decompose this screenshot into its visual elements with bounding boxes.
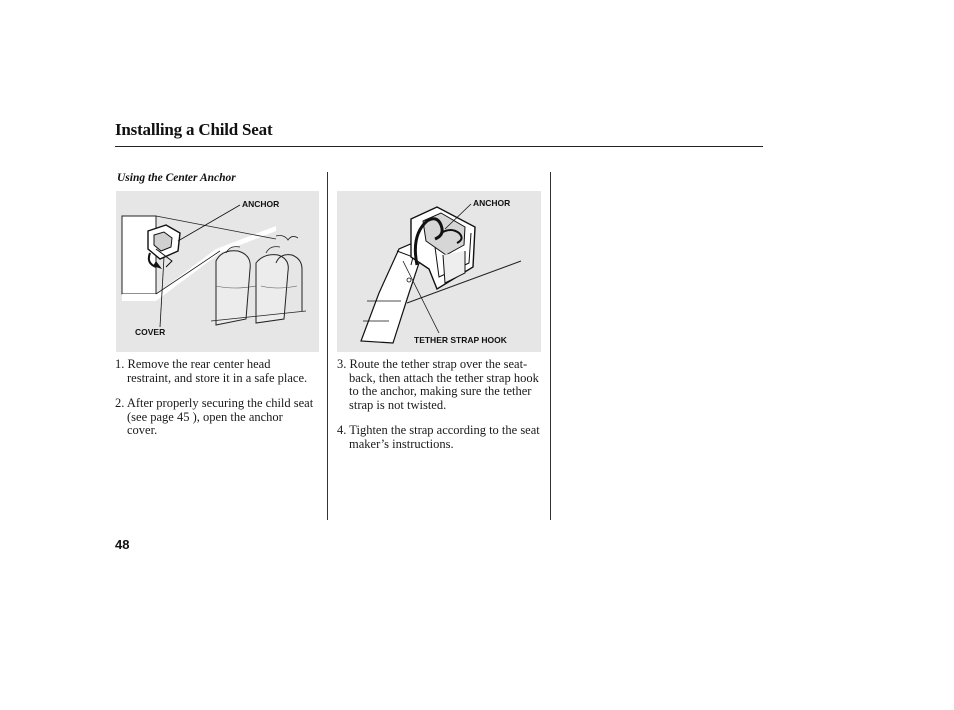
step-number: 1. bbox=[115, 357, 125, 371]
cover-callout-label: COVER bbox=[135, 327, 166, 337]
tether-hook-drawing bbox=[337, 191, 541, 352]
tether-strap-hook-callout-label: TETHER STRAP HOOK bbox=[414, 335, 507, 345]
step-3 bbox=[337, 358, 543, 412]
anchor-leader-line bbox=[178, 205, 240, 241]
step-text: After properly securing the child seat (see page 45 ), open the anchor cover. bbox=[126, 396, 314, 438]
anchor-callout-label: ANCHOR bbox=[473, 198, 511, 208]
center-anchor-cover-illustration bbox=[116, 191, 319, 352]
page-number: 48 bbox=[115, 537, 130, 552]
step-text: Route the tether strap over the seat-back, then attach the tether strap hook to the anchor, making sure the tether strap is not twisted. bbox=[349, 357, 539, 412]
title-rule bbox=[115, 146, 763, 147]
step-4 bbox=[337, 424, 543, 451]
page-title: Installing a Child Seat bbox=[115, 120, 273, 139]
step-1 bbox=[115, 358, 315, 385]
column-divider bbox=[550, 172, 551, 520]
section-heading: Using the Center Anchor bbox=[117, 172, 236, 184]
tether-hook-illustration bbox=[337, 191, 541, 352]
steps-column-1 bbox=[115, 358, 315, 438]
step-text: Remove the rear center head restraint, and store it in a safe place. bbox=[127, 357, 308, 385]
step-text: Tighten the strap according to the seat maker’s instructions. bbox=[349, 423, 540, 451]
anchor-callout-label: ANCHOR bbox=[242, 199, 280, 209]
step-number: 2. bbox=[115, 396, 125, 411]
step-number: 3. bbox=[337, 357, 347, 371]
step-2 bbox=[115, 397, 315, 438]
column-divider bbox=[327, 172, 328, 520]
step-number: 4. bbox=[337, 423, 347, 438]
steps-column-2 bbox=[337, 358, 543, 452]
